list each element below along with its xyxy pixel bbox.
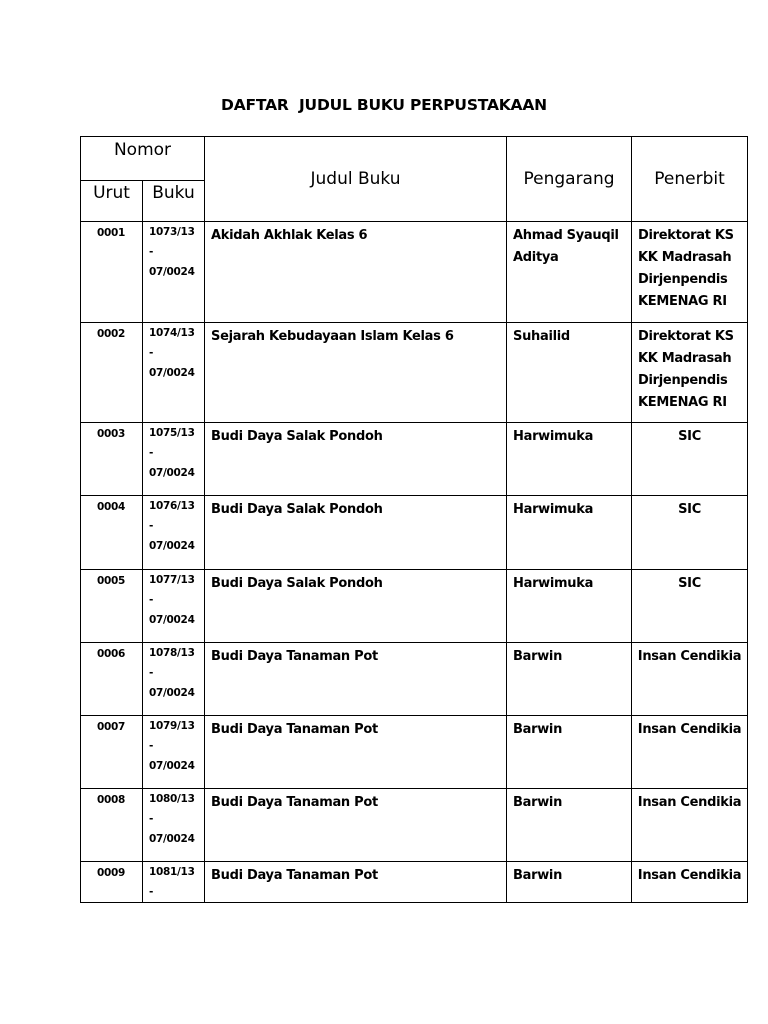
cell-nomor-buku (143, 789, 205, 862)
penerbit-line: Insan Cendikia (637, 795, 742, 810)
pengarang-line: Barwin (513, 649, 563, 664)
cell-pengarang (507, 222, 632, 323)
cell-pengarang (507, 323, 632, 423)
header-pengarang: Pengarang (507, 137, 632, 222)
nomor-buku-line: 07/0024 (149, 467, 195, 479)
cell-judul-buku: Budi Daya Tanaman Pot (205, 789, 507, 862)
cell-pengarang (507, 862, 632, 903)
cell-nomor-buku (143, 716, 205, 789)
nomor-buku-line: 07/0024 (149, 687, 195, 699)
penerbit-line: Insan Cendikia (637, 868, 742, 883)
pengarang-line: Harwimuka (513, 576, 594, 591)
header-buku: Buku (143, 181, 205, 222)
cell-judul-buku: Budi Daya Tanaman Pot (205, 643, 507, 716)
cell-nomor-buku (143, 643, 205, 716)
nomor-buku-line: 1078/13 (149, 647, 195, 659)
nomor-buku-line: 1074/13 (149, 327, 195, 339)
header-judul-buku: Judul Buku (205, 137, 507, 222)
table-row (81, 643, 748, 716)
nomor-buku-line: - (149, 813, 154, 825)
penerbit-line: Direktorat KS (638, 329, 734, 344)
cell-pengarang (507, 643, 632, 716)
nomor-buku-line: 07/0024 (149, 614, 195, 626)
nomor-buku-line: 1076/13 (149, 500, 195, 512)
table-row (81, 222, 748, 323)
nomor-buku-line: - (149, 594, 154, 606)
nomor-buku-line: - (149, 347, 154, 359)
cell-nomor-buku (143, 222, 205, 323)
header-nomor: Nomor (81, 137, 205, 181)
cell-judul-buku: Budi Daya Salak Pondoh (205, 570, 507, 643)
cell-judul-buku: Sejarah Kebudayaan Islam Kelas 6 (205, 323, 507, 423)
cell-judul-buku: Budi Daya Salak Pondoh (205, 423, 507, 496)
cell-nomor-buku (143, 323, 205, 423)
cell-judul-buku: Budi Daya Tanaman Pot (205, 862, 507, 903)
penerbit-line: Dirjenpendis (638, 373, 728, 388)
table-row (81, 716, 748, 789)
pengarang-line: Aditya (513, 250, 559, 265)
nomor-buku-line: 1081/13 (149, 866, 195, 878)
cell-nomor-urut: 0008 (81, 789, 143, 862)
book-list-table (80, 136, 748, 903)
table-row (81, 789, 748, 862)
nomor-buku-line: 1080/13 (149, 793, 195, 805)
nomor-buku-line: 1075/13 (149, 427, 195, 439)
table-row (81, 862, 748, 903)
cell-penerbit (632, 716, 748, 789)
penerbit-line: SIC (678, 502, 701, 517)
nomor-buku-line: - (149, 740, 154, 752)
nomor-buku-line: 07/0024 (149, 833, 195, 845)
nomor-buku-line: 1079/13 (149, 720, 195, 732)
cell-nomor-urut: 0006 (81, 643, 143, 716)
penerbit-line: Insan Cendikia (637, 649, 742, 664)
cell-nomor-urut: 0009 (81, 862, 143, 903)
cell-pengarang (507, 570, 632, 643)
cell-penerbit (632, 222, 748, 323)
nomor-buku-line: - (149, 886, 154, 898)
header-penerbit: Penerbit (632, 137, 748, 222)
pengarang-line: Barwin (513, 868, 563, 883)
cell-penerbit (632, 423, 748, 496)
cell-pengarang (507, 496, 632, 570)
pengarang-line: Harwimuka (513, 502, 594, 517)
cell-judul-buku: Akidah Akhlak Kelas 6 (205, 222, 507, 323)
cell-penerbit (632, 862, 748, 903)
penerbit-line: SIC (678, 576, 701, 591)
document-title: DAFTAR JUDUL BUKU PERPUSTAKAAN (221, 96, 547, 114)
cell-penerbit (632, 323, 748, 423)
table-row (81, 423, 748, 496)
penerbit-line: Direktorat KS (638, 228, 734, 243)
nomor-buku-line: - (149, 667, 154, 679)
cell-nomor-urut: 0007 (81, 716, 143, 789)
penerbit-line: Insan Cendikia (637, 722, 742, 737)
pengarang-line: Barwin (513, 795, 563, 810)
nomor-buku-line: 07/0024 (149, 266, 195, 278)
table-row (81, 323, 748, 423)
nomor-buku-line: - (149, 447, 154, 459)
nomor-buku-line: - (149, 520, 154, 532)
cell-pengarang (507, 716, 632, 789)
cell-penerbit (632, 643, 748, 716)
pengarang-line: Ahmad Syauqil (513, 228, 619, 243)
nomor-buku-line: 1073/13 (149, 226, 195, 238)
cell-penerbit (632, 789, 748, 862)
penerbit-line: KK Madrasah (638, 250, 732, 265)
penerbit-line: KEMENAG RI (638, 294, 727, 309)
penerbit-line: SIC (678, 429, 701, 444)
nomor-buku-line: 07/0024 (149, 540, 195, 552)
cell-nomor-buku (143, 862, 205, 903)
cell-nomor-urut: 0002 (81, 323, 143, 423)
header-urut: Urut (81, 181, 143, 222)
pengarang-line: Suhailid (513, 329, 570, 344)
penerbit-line: KEMENAG RI (638, 395, 727, 410)
cell-penerbit (632, 570, 748, 643)
nomor-buku-line: 07/0024 (149, 367, 195, 379)
cell-nomor-urut: 0004 (81, 496, 143, 570)
nomor-buku-line: 1077/13 (149, 574, 195, 586)
cell-judul-buku: Budi Daya Salak Pondoh (205, 496, 507, 570)
cell-judul-buku: Budi Daya Tanaman Pot (205, 716, 507, 789)
pengarang-line: Harwimuka (513, 429, 594, 444)
cell-nomor-buku (143, 496, 205, 570)
cell-penerbit (632, 496, 748, 570)
cell-pengarang (507, 423, 632, 496)
cell-nomor-buku (143, 423, 205, 496)
cell-nomor-urut: 0003 (81, 423, 143, 496)
table-row (81, 496, 748, 570)
cell-nomor-urut: 0001 (81, 222, 143, 323)
nomor-buku-line: - (149, 246, 154, 258)
nomor-buku-line: 07/0024 (149, 760, 195, 772)
table-row (81, 570, 748, 643)
cell-pengarang (507, 789, 632, 862)
pengarang-line: Barwin (513, 722, 563, 737)
cell-nomor-urut: 0005 (81, 570, 143, 643)
cell-nomor-buku (143, 570, 205, 643)
penerbit-line: Dirjenpendis (638, 272, 728, 287)
penerbit-line: KK Madrasah (638, 351, 732, 366)
